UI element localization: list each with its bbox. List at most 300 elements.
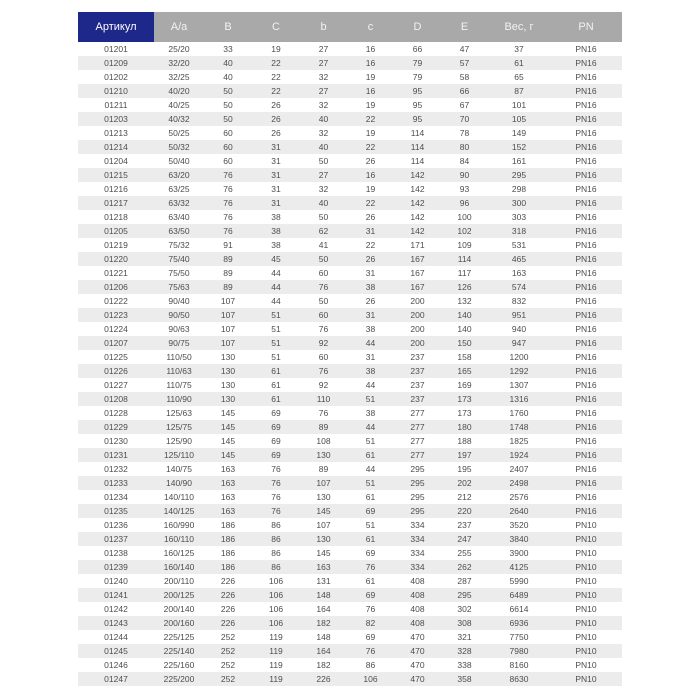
table-cell: 01237 [104,534,128,544]
table-cell: 58 [459,72,470,82]
column-header-b: B [204,12,252,42]
table-cell: 107 [316,478,331,488]
table-cell: 86 [271,548,281,558]
table-cell: 76 [223,226,233,236]
table-row [78,322,622,336]
table-cell: 38 [365,408,376,418]
table-cell: 163 [220,492,236,502]
table-cell: 19 [271,44,281,54]
table-cell: 6489 [509,590,529,600]
table-cell: 2498 [509,478,529,488]
table-cell: 140 [457,324,472,334]
table-cell: 237 [410,380,425,390]
table-cell: 76 [318,408,329,418]
table-row [78,504,622,518]
table-header [78,12,622,42]
table-cell: 287 [457,576,472,586]
table-cell: 84 [459,156,470,166]
table-cell: 119 [269,660,283,670]
table-cell: 470 [410,646,425,656]
table-row [78,56,622,70]
table-cell: 182 [316,618,331,628]
table-cell: 76 [223,170,233,180]
table-cell: 1307 [509,380,529,390]
table-cell: 408 [410,618,425,628]
table-cell: 60 [223,142,233,152]
table-cell: 277 [410,422,425,432]
table-cell: 61 [271,380,281,390]
table-row [78,84,622,98]
table-cell: 01220 [104,254,128,264]
table-cell: 107 [316,520,331,530]
table-row [78,266,622,280]
table-cell: PN10 [575,660,597,670]
table-cell: 132 [457,296,472,306]
table-cell: 140/90 [166,478,192,488]
table-cell: 69 [271,436,281,446]
table-cell: 408 [410,604,425,614]
table-cell: 89 [318,464,329,474]
table-cell: 160/110 [163,534,195,544]
table-row [78,406,622,420]
table-cell: PN16 [575,464,597,474]
table-cell: 338 [457,660,472,670]
table-cell: 61 [365,534,376,544]
table-cell: 44 [271,282,281,292]
table-cell: 140 [457,310,472,320]
table-row [78,140,622,154]
table-cell: 60 [223,156,233,166]
table-cell: PN16 [575,408,597,418]
table-cell: 31 [271,156,281,166]
table-cell: 96 [459,198,470,208]
table-cell: 01231 [104,450,128,460]
table-cell: 50/40 [168,156,190,166]
table-cell: 75/63 [168,282,190,292]
table-cell: 27 [318,170,329,180]
table-cell: 86 [365,660,376,670]
table-cell: 69 [365,632,376,642]
table-cell: 01240 [104,576,128,586]
table-cell: 70 [459,114,470,124]
table-cell: 65 [514,72,524,82]
column-header-вес-г: Вес, г [488,12,550,42]
table-cell: 106 [363,674,378,684]
table-cell: 76 [223,198,233,208]
table-cell: 51 [365,394,376,404]
table-cell: 95 [412,100,423,110]
header-row [78,12,622,42]
table-row [78,308,622,322]
table-cell: 1200 [509,352,529,362]
table-cell: 01215 [104,170,128,180]
table-cell: 107 [220,310,236,320]
column-header-c: c [347,12,394,42]
table-cell: 80 [459,142,470,152]
table-cell: 61 [365,576,376,586]
table-cell: 16 [365,170,376,180]
table-cell: 01210 [104,86,128,96]
table-cell: 31 [365,268,376,278]
table-cell: 31 [365,352,376,362]
table-cell: 4125 [509,562,529,572]
table-cell: 100 [457,212,472,222]
table-row [78,532,622,546]
table-cell: PN16 [575,324,597,334]
table-cell: 16 [365,86,376,96]
table-cell: 470 [410,632,425,642]
table-cell: 226 [220,590,236,600]
table-row [78,644,622,658]
table-cell: 161 [511,156,527,166]
table-cell: 130 [220,380,236,390]
table-cell: 163 [220,506,236,516]
table-cell: 01221 [104,268,128,278]
table-cell: 940 [511,324,527,334]
table-cell: PN16 [575,352,597,362]
table-cell: 130 [220,366,236,376]
table-cell: 38 [365,324,376,334]
table-cell: PN16 [575,142,597,152]
table-cell: 186 [220,520,236,530]
table-cell: 252 [220,646,236,656]
table-cell: 76 [223,212,233,222]
table-cell: 86 [271,520,281,530]
table-cell: 50 [318,254,329,264]
table-cell: 26 [271,114,281,124]
table-cell: 01246 [104,660,128,670]
table-cell: 63/40 [168,212,190,222]
table-cell: 107 [220,324,236,334]
table-cell: 334 [410,534,425,544]
table-cell: 125/90 [166,436,192,446]
table-cell: 22 [271,72,281,82]
table-cell: 7750 [509,632,529,642]
table-cell: 167 [410,268,425,278]
table-cell: 31 [271,142,281,152]
table-cell: 22 [271,86,281,96]
table-cell: PN16 [575,450,597,460]
table-cell: 164 [316,646,331,656]
table-cell: 255 [457,548,472,558]
table-cell: 01203 [104,114,128,124]
table-cell: 3520 [509,520,529,530]
table-cell: 106 [268,590,284,600]
table-cell: 160/990 [163,520,195,530]
table-cell: 38 [271,226,281,236]
table-cell: 26 [365,212,376,222]
table-cell: 150 [457,338,472,348]
table-cell: 40/20 [168,86,190,96]
table-cell: 142 [410,198,425,208]
table-cell: 295 [457,590,472,600]
table-cell: 947 [511,338,527,348]
table-cell: 252 [220,632,236,642]
table-cell: 76 [318,324,329,334]
column-header-c: C [252,12,300,42]
table-cell: PN10 [575,604,597,614]
table-cell: 334 [410,520,425,530]
table-cell: 33 [223,44,233,54]
table-row [78,462,622,476]
table-cell: 160/125 [163,548,195,558]
table-cell: 252 [220,660,236,670]
table-cell: 44 [365,464,376,474]
table-cell: 1825 [509,436,529,446]
table-cell: 50 [318,212,329,222]
table-cell: PN10 [575,562,597,572]
table-cell: 89 [318,422,329,432]
table-row [78,616,622,630]
table-cell: 26 [271,128,281,138]
table-cell: 66 [459,86,470,96]
table-cell: 01211 [104,100,128,110]
table-cell: 51 [365,478,376,488]
table-cell: 220 [457,506,472,516]
table-cell: 163 [511,268,527,278]
table-cell: 200/110 [163,576,195,586]
table-cell: 01229 [104,422,128,432]
table-cell: 86 [271,534,281,544]
table-cell: 277 [410,408,425,418]
table-row [78,210,622,224]
table-cell: 01230 [104,436,128,446]
table-cell: 110 [316,394,331,404]
table-cell: 40/25 [168,100,190,110]
table-cell: 114 [410,128,425,138]
table-cell: 173 [457,408,472,418]
table-cell: PN16 [575,338,597,348]
table-cell: PN16 [575,282,597,292]
table-cell: 22 [365,240,376,250]
table-cell: 226 [220,618,236,628]
table-cell: 1760 [509,408,529,418]
table-cell: 01224 [104,324,128,334]
table-cell: 61 [365,492,376,502]
table-row [78,238,622,252]
table-cell: 27 [318,58,329,68]
table-cell: 167 [410,282,425,292]
table-cell: 358 [457,674,472,684]
table-cell: 31 [365,310,376,320]
table-cell: 90 [459,170,470,180]
table-cell: 302 [457,604,472,614]
table-cell: 158 [457,352,472,362]
table-cell: 300 [511,198,527,208]
table-cell: 38 [365,282,376,292]
table-cell: 470 [410,660,425,670]
table-cell: 01227 [104,380,128,390]
table-cell: 47 [459,44,470,54]
table-cell: 01217 [104,198,128,208]
table-cell: PN16 [575,506,597,516]
table-cell: 01206 [104,282,128,292]
table-cell: 334 [410,562,425,572]
table-cell: 50 [223,86,233,96]
table-cell: 110/63 [166,366,192,376]
table-cell: 95 [412,114,423,124]
table-row [78,560,622,574]
table-cell: 114 [410,156,425,166]
table-cell: PN16 [575,58,597,68]
table-cell: 295 [410,492,425,502]
table-cell: 110/50 [166,352,192,362]
table-cell: 277 [410,450,425,460]
table-cell: 89 [223,268,233,278]
table-cell: 90/40 [168,296,190,306]
table-cell: 101 [511,100,527,110]
table-cell: 31 [365,226,376,236]
table-cell: PN16 [575,114,597,124]
table-cell: 01208 [104,394,128,404]
table-cell: 173 [457,394,472,404]
table-cell: 51 [271,338,281,348]
table-cell: 16 [365,58,376,68]
table-cell: 6614 [509,604,529,614]
table-cell: 262 [457,562,472,572]
table-cell: 237 [410,394,425,404]
table-cell: 75/40 [168,254,190,264]
table-row [78,126,622,140]
table-cell: 40 [318,198,329,208]
table-cell: 87 [514,86,524,96]
table-cell: 01222 [104,296,128,306]
table-cell: 69 [271,408,281,418]
table-cell: 308 [457,618,472,628]
table-cell: 76 [271,478,281,488]
table-cell: 105 [511,114,527,124]
table-cell: 75/50 [168,268,190,278]
column-header-e: E [441,12,488,42]
table-cell: 164 [316,604,331,614]
table-cell: 26 [365,156,376,166]
table-cell: 31 [271,170,281,180]
table-row [78,672,622,686]
table-cell: 163 [220,464,236,474]
table-cell: 61 [514,58,524,68]
table-cell: 37 [514,44,524,54]
table-row [78,168,622,182]
table-cell: 200/160 [163,618,195,628]
table-row [78,574,622,588]
table-cell: 7980 [509,646,529,656]
table-cell: 45 [271,254,281,264]
table-cell: 16 [365,44,376,54]
table-row [78,392,622,406]
table-row [78,448,622,462]
table-cell: 148 [316,590,331,600]
table-cell: 01209 [104,58,128,68]
table-cell: PN10 [575,534,597,544]
table-cell: 75/32 [168,240,190,250]
table-cell: 145 [220,422,236,432]
table-cell: 40 [318,142,329,152]
table-cell: 119 [269,632,283,642]
table-cell: PN10 [575,618,597,628]
table-row [78,490,622,504]
table-cell: 303 [511,212,527,222]
table-cell: 321 [457,632,472,642]
table-cell: 79 [412,72,423,82]
table-cell: 38 [271,240,281,250]
table-cell: PN16 [575,296,597,306]
table-cell: 295 [511,170,527,180]
table-cell: PN16 [575,170,597,180]
table-cell: 44 [365,338,376,348]
table-cell: 93 [459,184,470,194]
table-row [78,588,622,602]
table-cell: 531 [511,240,527,250]
table-cell: 61 [365,450,376,460]
table-cell: 106 [268,604,284,614]
table-cell: 26 [365,296,376,306]
table-cell: 60 [318,310,329,320]
table-cell: 1316 [509,394,529,404]
table-cell: 44 [271,296,281,306]
table-cell: 408 [410,590,425,600]
table-cell: 01204 [104,156,128,166]
table-cell: PN16 [575,478,597,488]
table-cell: 01228 [104,408,128,418]
table-cell: 131 [316,576,331,586]
table-cell: 90/75 [168,338,190,348]
table-cell: 61 [271,366,281,376]
table-cell: 140/110 [163,492,195,502]
table-cell: 119 [269,674,283,684]
table-cell: 130 [316,450,331,460]
table-cell: 51 [365,436,376,446]
table-cell: 62 [318,226,329,236]
table-cell: 197 [457,450,472,460]
table-cell: PN16 [575,268,597,278]
table-cell: 1292 [509,366,529,376]
table-cell: 76 [271,464,281,474]
table-cell: 465 [511,254,527,264]
table-cell: 145 [220,408,236,418]
table-cell: 27 [318,86,329,96]
table-row [78,182,622,196]
table-cell: 832 [511,296,527,306]
table-cell: 79 [412,58,423,68]
table-cell: 19 [365,128,376,138]
table-cell: 63/32 [168,198,190,208]
table-cell: 76 [271,492,281,502]
column-header-a-a: A/a [154,12,204,42]
table-cell: 212 [457,492,472,502]
table-cell: 298 [511,184,527,194]
table-row [78,434,622,448]
table-row [78,546,622,560]
table-cell: 142 [410,170,425,180]
table-cell: PN16 [575,198,597,208]
table-cell: 2407 [509,464,529,474]
table-cell: 01236 [104,520,128,530]
table-cell: 01234 [104,492,128,502]
table-cell: 5990 [509,576,529,586]
table-cell: 90/63 [168,324,190,334]
table-cell: 140/75 [166,464,192,474]
table-cell: 61 [271,394,281,404]
table-cell: 01245 [104,646,128,656]
table-cell: PN16 [575,366,597,376]
table-cell: 130 [220,352,236,362]
table-cell: 60 [318,268,329,278]
table-cell: 63/25 [168,184,190,194]
table-cell: PN16 [575,240,597,250]
spec-table-container [78,12,622,686]
table-cell: 140/125 [163,506,195,516]
table-cell: 50 [318,156,329,166]
